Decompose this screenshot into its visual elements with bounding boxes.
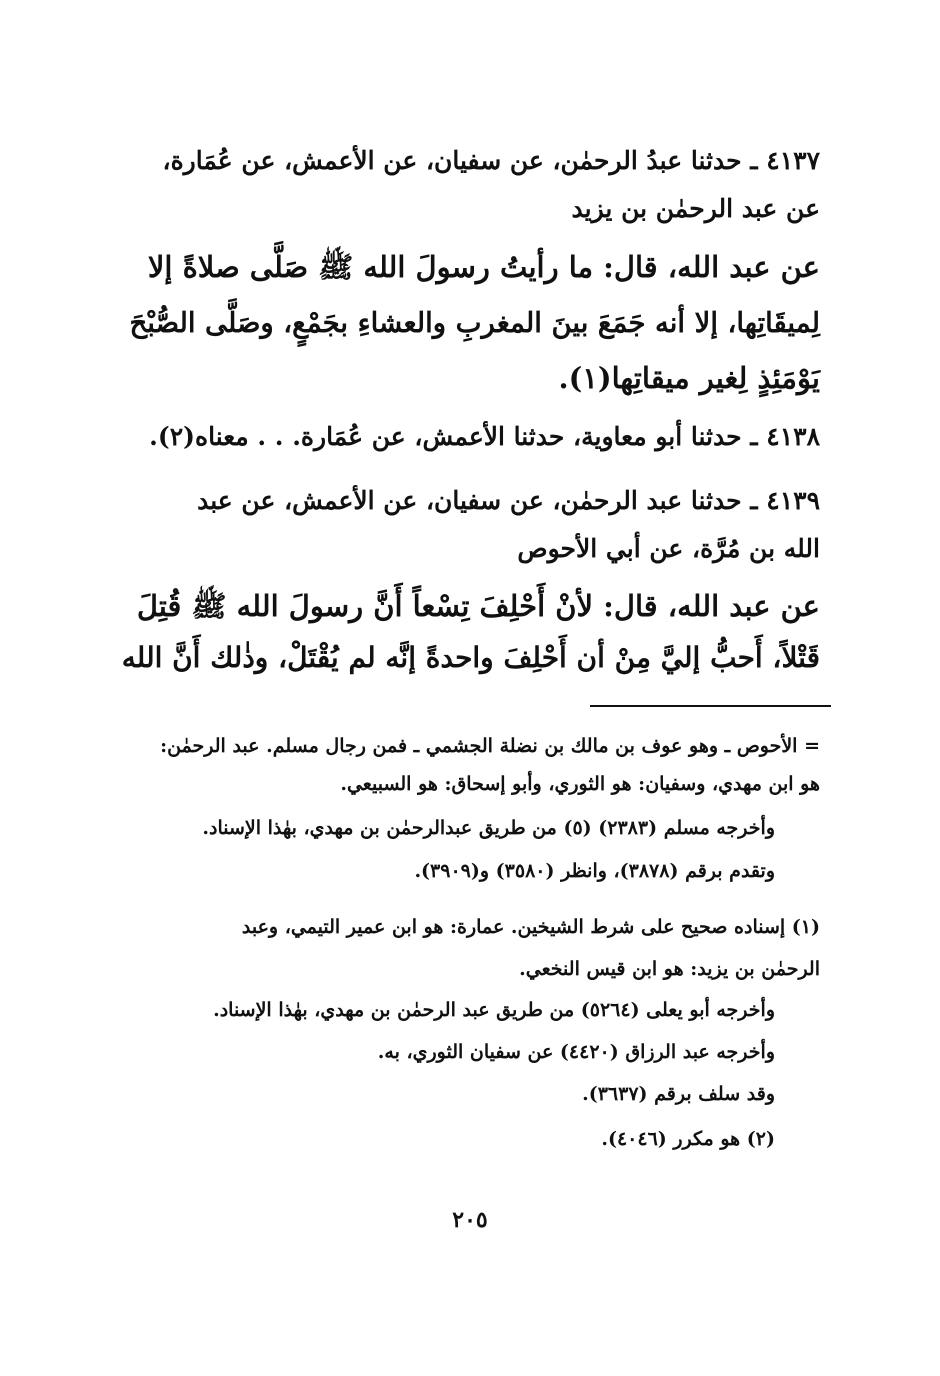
hadith-4139-line-3: عن عبد الله، قال: لأنْ أَحْلِفَ تِسْعاً أَنَّ رسولَ الله ﷺ قُتِلَ <box>136 589 820 623</box>
footnote-1-line-4: وأخرجه عبد الرزاق (٤٤٢٠) عن سفيان الثوري، به. <box>377 1041 775 1063</box>
footnote-continuation-line-4: وتقدم برقم (٣٨٧٨)، وانظر (٣٥٨٠) و(٣٩٠٩). <box>414 860 775 882</box>
hadith-4139-line-2: الله بن مُرَّة، عن أبي الأحوص <box>517 534 820 563</box>
footnote-continuation-line-1: = الأحوص ـ وهو عوف بن مالك بن نضلة الجشمي ـ فمن رجال مسلم. عبد الرحمٰن: <box>160 735 820 757</box>
hadith-4137-line-2: عن عبد الرحمٰن بن يزيد <box>571 194 820 223</box>
hadith-4139-line-4: قَتْلاً، أَحبُّ إليَّ مِنْ أن أَحْلِفَ واحدةً إنَّه لم يُقْتَلْ، وذٰلك أَنَّ الله <box>121 641 820 674</box>
footnote-1-line-3: وأخرجه أبو يعلى (٥٢٦٤) من طريق عبد الرحمٰن بن مهدي، بهٰذا الإسناد. <box>213 999 775 1021</box>
hadith-4137-line-4: لِميقَاتِها، إلا أنه جَمَعَ بينَ المغربِ والعشاءِ بجَمْعٍ، وصَلَّى الصُّبْحَ <box>129 307 820 339</box>
hadith-4137-line-3: عن عبد الله، قال: ما رأيتُ رسولَ الله ﷺ صَلَّى صلاةً إلا <box>147 250 820 284</box>
footnote-1-line-1: (١) إسناده صحيح على شرط الشيخين. عمارة: هو ابن عمير التيمي، وعبد <box>241 916 820 938</box>
footnote-1-line-5: وقد سلف برقم (٣٦٣٧). <box>582 1083 775 1105</box>
footnote-continuation-line-2: هو ابن مهدي، وسفيان: هو الثوري، وأبو إسحاق: هو السبيعي. <box>340 773 820 795</box>
hadith-4137-line-1: ٤١٣٧ ـ حدثنا عبدُ الرحمٰن، عن سفيان، عن الأعمش، عن عُمَارة، <box>162 146 820 175</box>
footnote-1-line-2: الرحمٰن بن يزيد: هو ابن قيس النخعي. <box>519 958 820 980</box>
hadith-4139-line-1: ٤١٣٩ ـ حدثنا عبد الرحمٰن، عن سفيان، عن الأعمش، عن عبد <box>197 486 820 515</box>
footnote-2-line-1: (٢) هو مكرر (٤٠٤٦). <box>601 1128 775 1150</box>
footnote-continuation-line-3: وأخرجه مسلم (٢٣٨٣) (٥) من طريق عبدالرحمٰن بن مهدي، بهٰذا الإسناد. <box>202 817 775 839</box>
hadith-4137-line-5: يَوْمَئِذٍ لِغير ميقاتِها(١). <box>558 361 820 395</box>
page-number: ٢٠٥ <box>452 1207 488 1233</box>
hadith-4138-line-1: ٤١٣٨ ـ حدثنا أبو معاوية، حدثنا الأعمش، عن عُمَارة. . . معناه(٢). <box>149 422 820 451</box>
footnote-divider <box>590 705 831 707</box>
